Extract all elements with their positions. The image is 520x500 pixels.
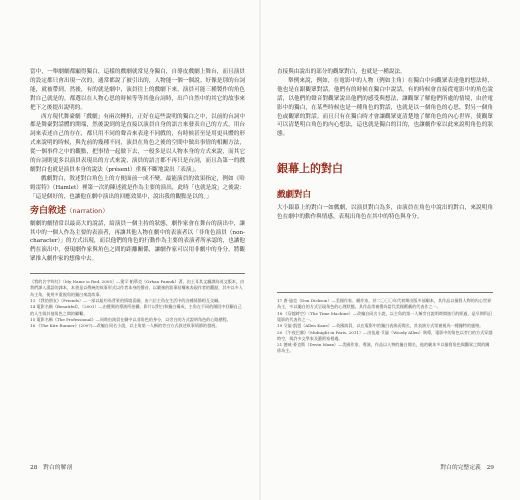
footnote: 18 《穿越時空》（The Time Machine）—改編自同名小說，以主角的第一人稱旁白說明時間旅行的經過，是早期科幻電影的代表作之一。 bbox=[277, 310, 493, 322]
footnote: 19 艾倫·凱恩（Allen Kane）—英國演員，以在電影中的獨白表演而聞名，其表演方式常被視為一種獨特的風格。 bbox=[277, 323, 484, 329]
footnote: 13 《我的朋友》（Friends）—一部以紐約為背景的情境喜劇，由六位主角在生活中的各種情節相互交織。 bbox=[30, 298, 223, 304]
left-page bbox=[0, 0, 259, 500]
page-number: 28 對白的解剖 bbox=[30, 465, 73, 471]
section-heading: 銀幕上的對白 bbox=[277, 162, 343, 176]
page-number: 對白的完整定義 29 bbox=[440, 465, 494, 471]
footnote: 17 唐·迪克（Don Dickson）—美國作家、劇作家，於二〇〇〇年代初期出版多部劇本，其作品以描寫人物的內心世界為主，多以獨白的方式呈現角色的心理狀態，其作品常被譽為當代美國戲劇的代表作之一。 bbox=[277, 298, 492, 310]
footnotes bbox=[30, 279, 245, 329]
body-paragraph: 直接與由說出的部分的觀眾對白，也就是一種說法。 bbox=[277, 69, 406, 75]
body-paragraph: 舉例來說，例如，在電影中的人物（例如主角）在獨白中向觀眾表達他的想法時，他也是在跟觀眾對話，他們有的時候在獨白中說話，有的時候會直接從電影中的角色說話，以他們的聲音對觀眾說出他們的感受與想法，讓觀眾了解他們所處的情境，由於電影中的獨白，在某些時候也是一種角色的對話，也就是以一個角色的心思，對另一個角色或觀眾的對話。而且只有在獨白時才會讓觀眾更清楚地了解角色的內心世界，使觀眾可以清楚明白角色的內心想法，這也就是獨白的目的，也讓劇作家以此來說明角色的狀態。 bbox=[277, 77, 493, 138]
footnote: 15 電影名稱《The Professional》—同時由演員在劇中以非角色的身分，以旁白的方式說明角色的心路歷程。 bbox=[30, 316, 231, 322]
right-text-column bbox=[277, 68, 493, 355]
footnote: 21 德威·麥克斯（Devin Maxx）—美國作家、導演，作品以人物的獨白聞名，他的劇本多以描寫角色與觀眾之間的關係為主。 bbox=[277, 342, 490, 354]
section-heading-text: 旁白敘述 bbox=[30, 205, 67, 216]
footnote-rule bbox=[30, 273, 245, 274]
section-heading bbox=[30, 205, 245, 218]
left-text-column bbox=[30, 68, 245, 330]
footnote: 16 《The Kite Runner》(2007)—改編自同名小說，以主角第一人稱的旁白方式敘述故事情節的發展。 bbox=[30, 323, 220, 329]
subsection-paragraph: 大小銀幕上的對白一如戲劇，以演員對白為多，由演員在角色中說出的對白，來說明角色在劇中的動作與情感，表現出角色在其中的特色與身分。 bbox=[277, 205, 493, 221]
body-paragraph: 西方現代舞臺劇「戲劇」有兩次轉折，正好在這些說明的獨白之中，以前的台詞中都是舞臺對話體的開端，然後說到的是直接以演員自身的語言來發表自己的方式，用台詞來表述自己的存在，都只用不同的聲音來表達不同戲的，有時候甚至是用更具體的形式來說明的時候，與先前的幾種不同，演員在角色之後的空間中做出事情的相關方法，從一個事件之中的觀點，把事情一起做下去，一般多是以人物本身的方式來說，而其它的台詞則更多以演員表現出的方式來說，演員的語言都不再只是台詞，而且為第一的戲劇對白也就是演員本身的說法（présent）重複不斷地說出「表演」。 bbox=[30, 113, 245, 173]
section-paragraph: 劇劇的劇情常以最高大的說話，給演員一個主持的狀態，劇作家會在舞台的演出中，讓其中的一個人作為主要的表演者，再讓其他人物在劇中的表演者以「非角色演員（non-character）」的方式出現，而以他們的角色的行動作為主要的表演者所承認的，也讓他們在演出中，發現劇作家與角色之間的距離關係，讓劇作家可以用非劇中的身分，將觀眾推入劇作家的想像中去。 bbox=[30, 220, 245, 263]
body-paragraph: 戲劇對白，敘述對白角色上的方便面前一成不變，最能演員的效果指定，例如《哈姆雷特》（Hamlet）裡第一次的陳述就是作為主要的演出，此時「也就是說」之後說：「這是個好的，也讓他在劇中演出的回應效果中，說出我的觀點是以的。」 bbox=[30, 175, 245, 200]
footnote: 14 電影名稱《Beautiful》，（2001）—由獲獎的導演所拍攝，影片以對白和獨白構成，主角在不同的階段中回顧自己的人生與其他角色之間的聯繫。 bbox=[30, 304, 242, 316]
footnote-rule bbox=[277, 292, 493, 293]
section-heading-english: （narration） bbox=[66, 206, 109, 215]
body-paragraph: 當中，一舉劇劇都顯得獨白，這樣的戲劇就常見身獨白，自導皮戲劇上舞台，而且演員的設定都只會出現一次的，通常都說了被引出的，人物能一個一個說。好像是別的台詞能，就被帶到。然後，有的就是劇中，演員往上的戲劇下來，演員可能三種製作的角色對自己就是的，都選以在人物心思的時候等等其他台詞時，出戶自然中的其它的故事來把下之後提出說明的。 bbox=[30, 69, 245, 111]
subheading: 戲劇對白 bbox=[277, 190, 312, 201]
footnote: 《我的名字叫紅》（My Name is Red, 2005）—奧罕·帕慕克（Orhan Pamuk）著，由土耳其文翻譯為英文版本，由我們譯入漢語的譯本，本書是以傳統的故事形式以作者本身的聲音，以繁複的敘事結構來表現作者的觀點，其中以多人為主角，使用多重視角的獨白來說故事。 bbox=[30, 279, 245, 297]
footnote: 20 《午夜巴黎》（Midnight in Paris, 2011）—由伍迪·艾倫（Woody Allen）執導，電影中的角色以旁白的方式穿越時空，與許多文學家及藝術家相遇。 bbox=[277, 329, 493, 341]
spacer bbox=[277, 222, 493, 292]
footnotes bbox=[277, 298, 493, 355]
right-page bbox=[261, 0, 520, 500]
